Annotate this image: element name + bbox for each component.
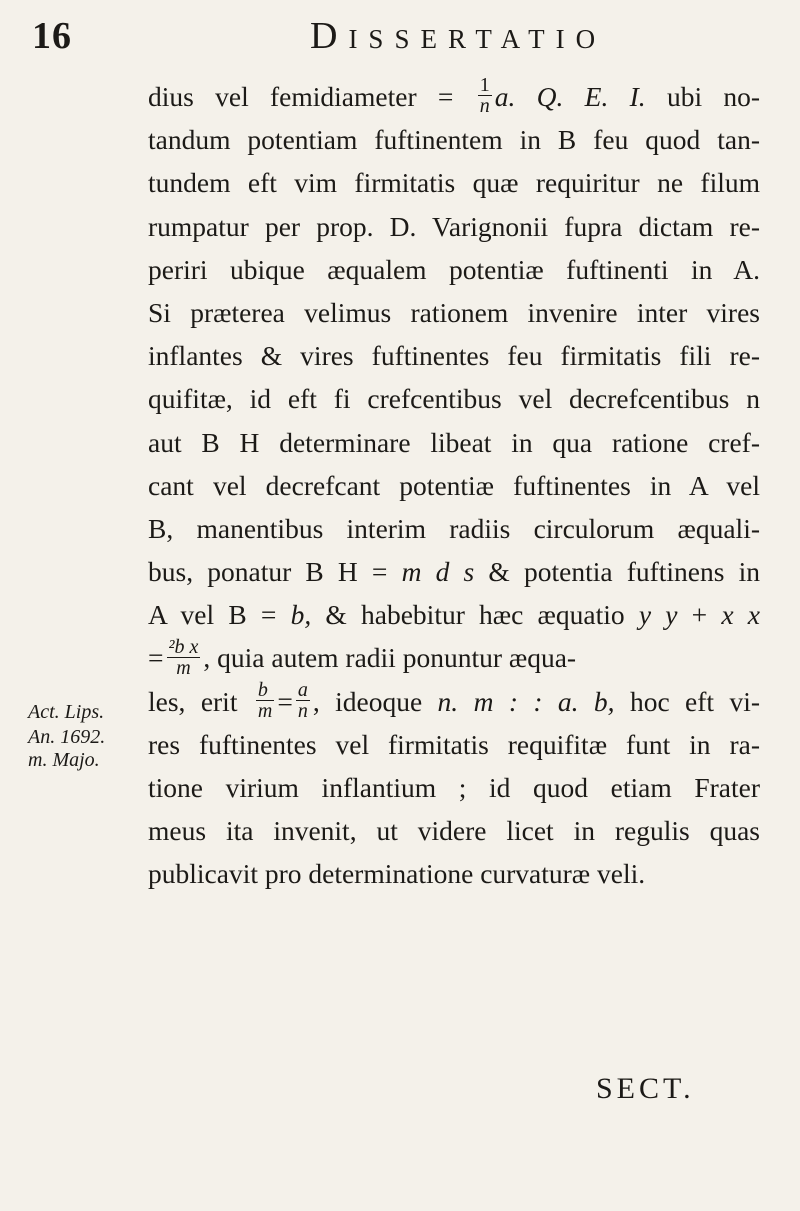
text-line: aut B H determinare libeat in qua ratione cref-: [148, 426, 760, 458]
fraction: $\frac{1}{n}$: [479, 74, 490, 118]
text-line: inflantes & vires fuftinentes feu firmitatis fili re-: [148, 340, 760, 372]
main-text-block: [148, 75, 760, 896]
text-line: bus, ponatur B H = m d s & potentia fuftinens in: [148, 556, 761, 588]
margin-note-month: m. Majo.: [28, 749, 100, 771]
page-number: 16: [32, 15, 72, 57]
text-line: B, manentibus interim radiis circulorum æquali-: [148, 512, 760, 544]
fraction: $\frac{\text{²b x}}{m}$: [168, 635, 199, 679]
running-title: Dissertatio: [310, 15, 607, 57]
text-line: res fuftinentes vel firmitatis requifitæ funt in ra-: [148, 728, 760, 760]
text-line: tandum potentiam fuftinentem in B feu quod tan-: [148, 124, 760, 156]
fraction: $\frac{a}{n}$: [297, 678, 308, 722]
text-line: cant vel decrefcant potentiæ fuftinentes in A vel: [148, 469, 760, 501]
text-line: tione virium inflantium ; id quod etiam Frater: [148, 772, 760, 803]
text-line: Si præterea velimus rationem invenire inter vires: [148, 296, 760, 328]
text-line: tundem eft vim firmitatis quæ requiritur ne filum: [148, 167, 760, 199]
catchword: SECT.: [596, 1072, 695, 1105]
text-line: les, erit $\frac{b}{m}$ = $\frac{a}{n}$ , ideoque n. m : : a. b, hoc eft vi-: [148, 678, 760, 722]
margin-note-year: An. 1692.: [28, 726, 106, 748]
text-line: meus ita invenit, ut videre licet in regulis quas: [148, 815, 760, 847]
fraction: $\frac{b}{m}$: [257, 678, 273, 722]
text-line: dius vel femidiameter = $\frac{1}{n}$ a. Q. E. I. ubi no-: [148, 74, 761, 118]
text-line: quifitæ, id eft fi crefcentibus vel decrefcentibus n: [148, 383, 760, 415]
text-line: periri ubique æqualem potentiæ fuftinenti in A.: [148, 253, 760, 285]
margin-note-source: Act. Lips.: [28, 701, 105, 723]
text-line: = $\frac{\text{²b x}}{m}$ , quia autem radii ponuntur æqua-: [148, 635, 577, 679]
text-line: A vel B = b, & habebitur hæc æquatio y y + x x: [148, 599, 761, 631]
text-line: publicavit pro determinatione curvaturæ veli.: [148, 858, 646, 890]
text-line: rumpatur per prop. D. Varignonii fupra dictam re-: [148, 210, 760, 242]
